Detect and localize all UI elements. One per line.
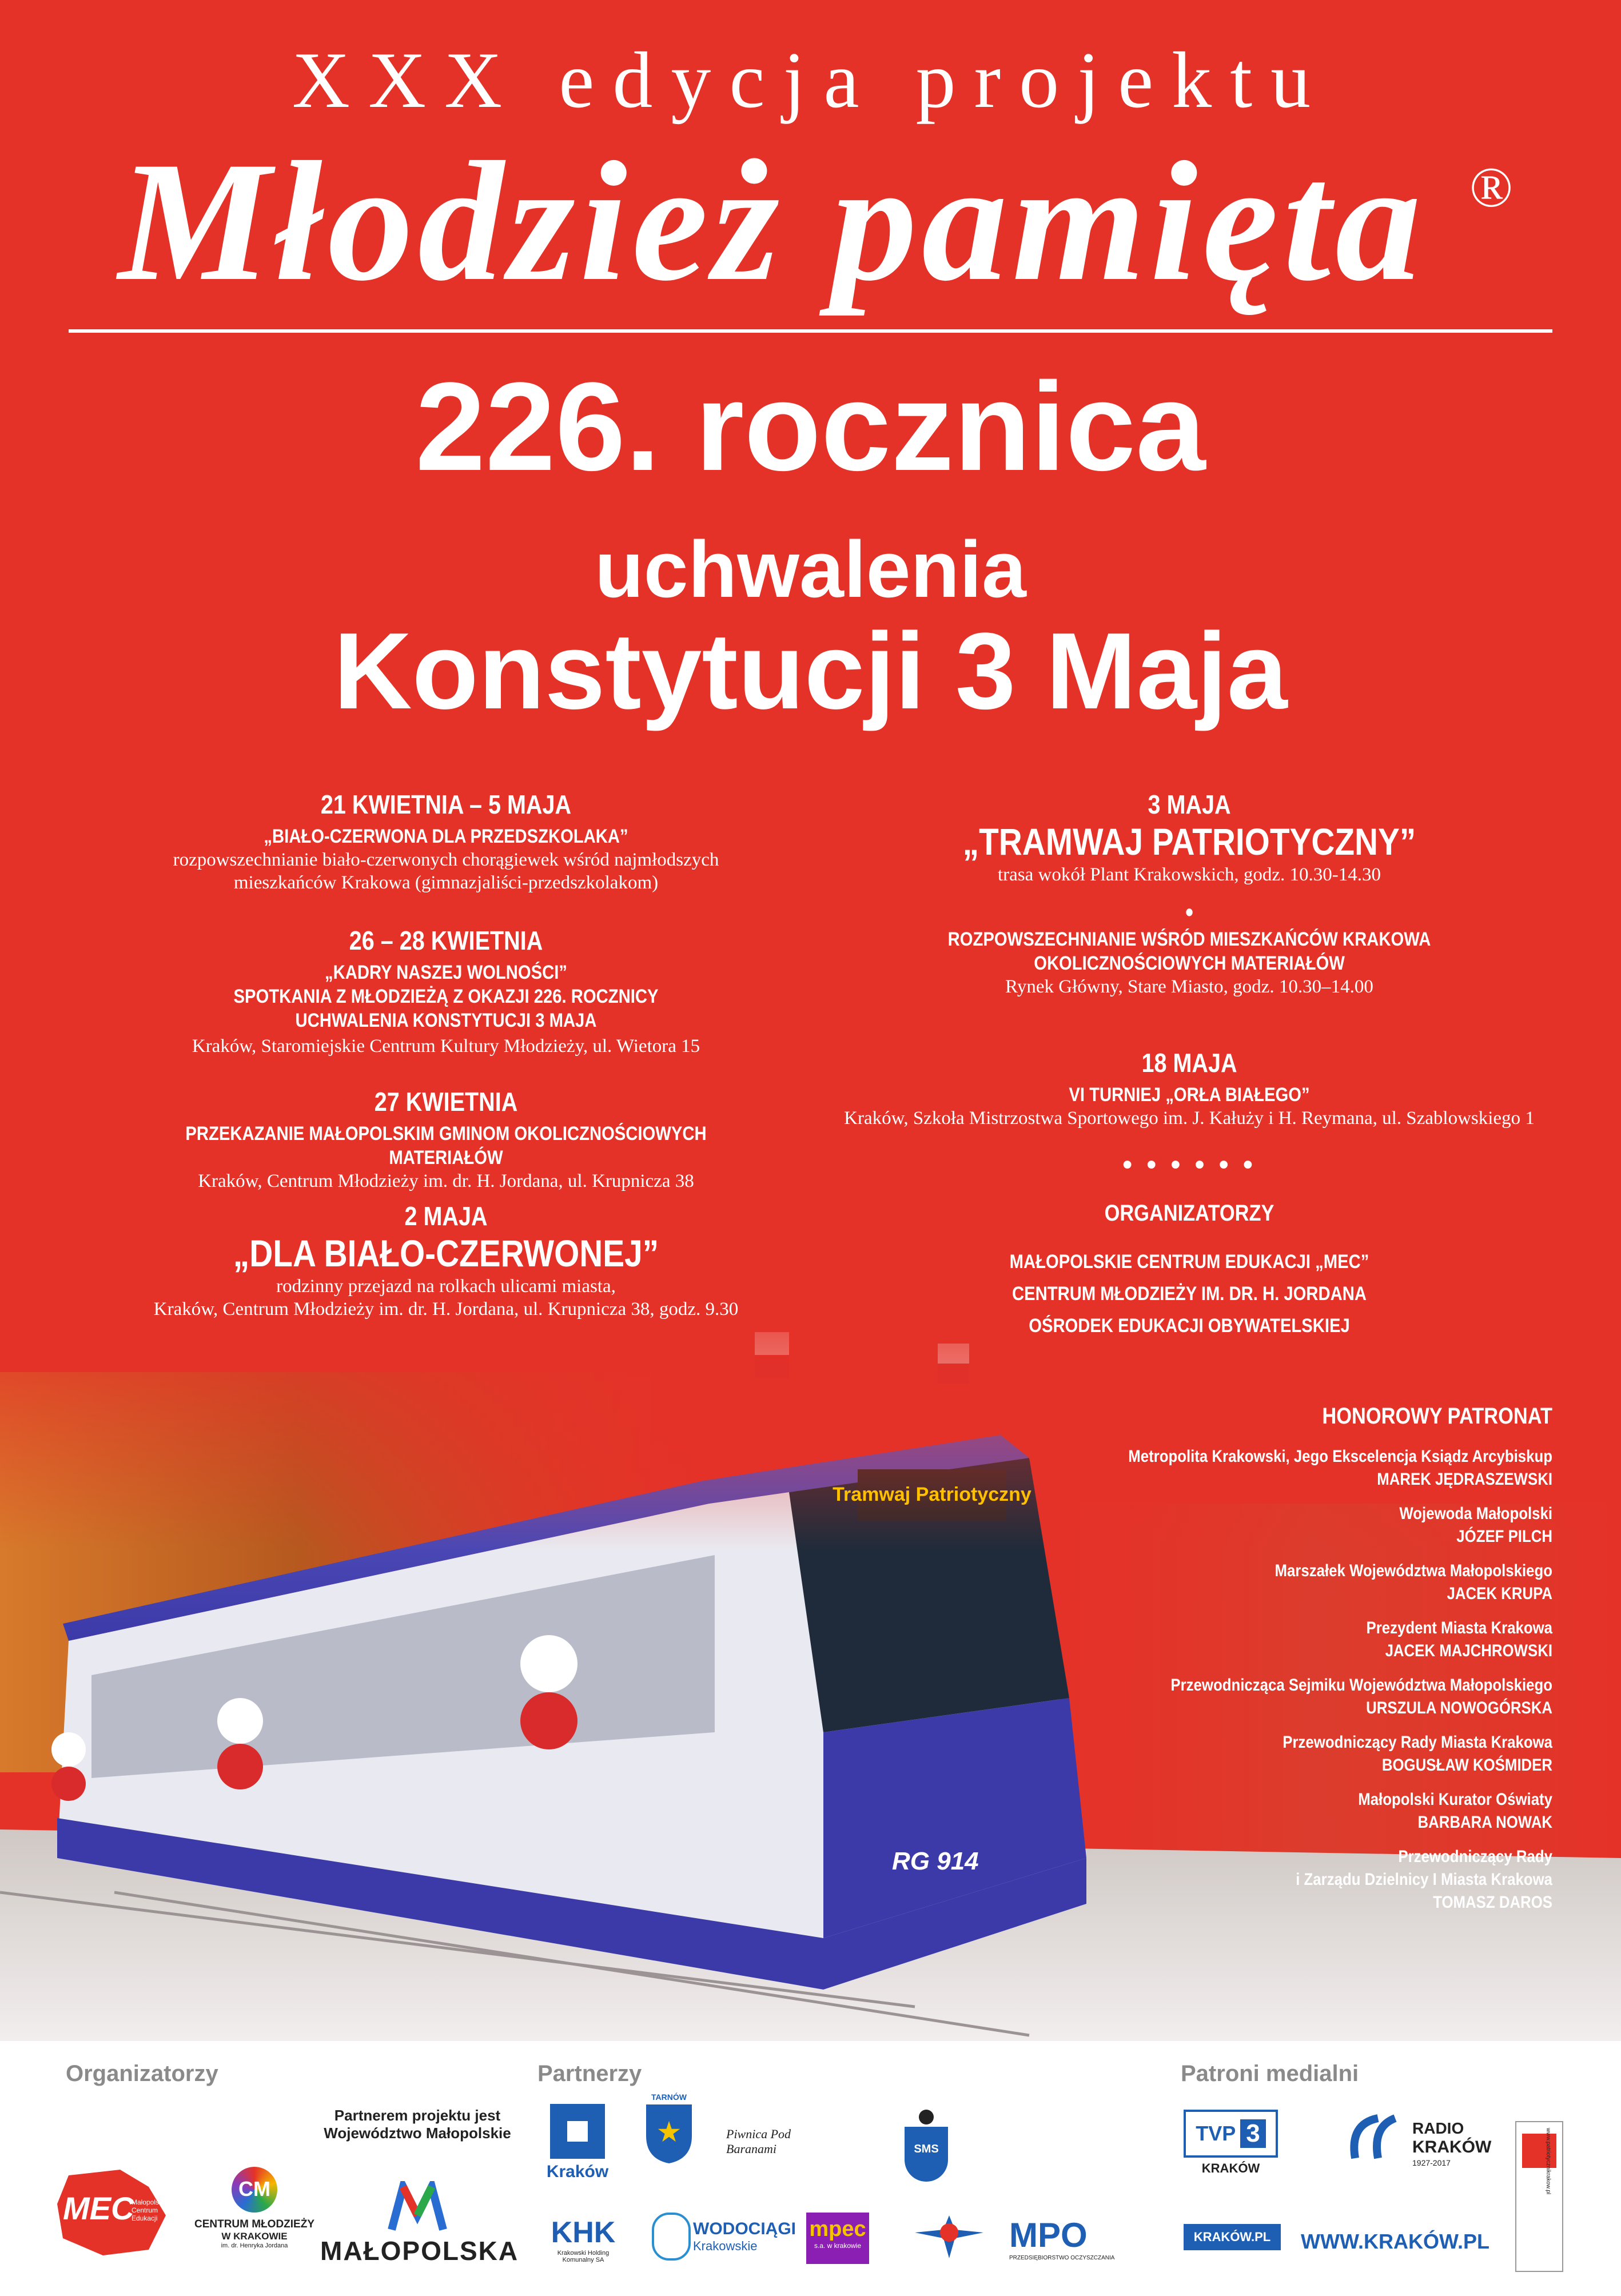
patron-name: BOGUSŁAW KOŚMIDER bbox=[1381, 1756, 1552, 1775]
cm-circle-icon bbox=[232, 2167, 277, 2213]
tvp-text: TVP bbox=[1196, 2122, 1236, 2145]
patriotyczni-logo bbox=[1515, 2121, 1563, 2272]
event-2-date: 26 – 28 KWIETNIA bbox=[349, 926, 543, 955]
event-2-title: SPOTKANIA Z MŁODZIEŻĄ Z OKAZJI 226. ROCZNICY bbox=[233, 986, 659, 1007]
event-1-date: 21 KWIETNIA – 5 MAJA bbox=[320, 790, 572, 819]
mpec-subtext: s.a. w krakowie bbox=[814, 2242, 862, 2250]
event-4-date: 2 MAJA bbox=[404, 1201, 488, 1231]
radio-text2: KRAKÓW bbox=[1412, 2138, 1492, 2157]
honorary-heading: HONOROWY PATRONAT bbox=[1322, 1404, 1552, 1429]
tvp-number: 3 bbox=[1240, 2119, 1265, 2148]
event-7-desc: Kraków, Szkoła Mistrzostwa Sportowego im. J. Kałuży i H. Reymana, ul. Szablowskiego 1 bbox=[844, 1108, 1535, 1129]
event-3-date: 27 KWIETNIA bbox=[374, 1087, 518, 1117]
headline-line3: Konstytucji 3 Maja bbox=[333, 611, 1288, 732]
event-3-desc: Kraków, Centrum Młodzieży im. dr. H. Jordana, ul. Krupnicza 38 bbox=[198, 1171, 694, 1191]
patron-name: JACEK MAJCHROWSKI bbox=[1385, 1641, 1552, 1660]
krakowpl-url: WWW.KRAKÓW.PL bbox=[1301, 2230, 1489, 2253]
headline-line2: uchwalenia bbox=[595, 524, 1026, 614]
khk-logo bbox=[543, 2215, 623, 2263]
mpec-logo bbox=[806, 2213, 869, 2264]
patron-entry bbox=[1038, 1731, 1552, 1777]
patron-entry bbox=[1038, 1788, 1552, 1834]
patron-name: JÓZEF PILCH bbox=[1456, 1527, 1552, 1546]
water-drop-icon bbox=[652, 2213, 691, 2261]
tvp-city: KRAKÓW bbox=[1201, 2161, 1260, 2175]
event-6-title: OKOLICZNOŚCIOWYCH MATERIAŁÓW bbox=[1034, 952, 1345, 974]
footer-partners-label: Partnerzy bbox=[537, 2061, 642, 2086]
cm-logo bbox=[192, 2167, 317, 2249]
organizer-item: CENTRUM MŁODZIEŻY IM. DR. H. JORDANA bbox=[1011, 1283, 1367, 1305]
patron-role: Przewodnicząca Sejmiku Województwa Małopolskiego bbox=[1170, 1676, 1552, 1695]
patron-entry bbox=[1038, 1845, 1552, 1914]
footer-media-label: Patroni medialni bbox=[1181, 2061, 1359, 2086]
flag-icon bbox=[1522, 2134, 1556, 2168]
krakow-logo bbox=[537, 2104, 618, 2182]
event-7-title: VI TURNIEJ „ORŁA BIAŁEGO” bbox=[1069, 1084, 1310, 1106]
mec-logo-subtext: Małopolskie Centrum Edukacji bbox=[132, 2198, 168, 2222]
patron-name: BARBARA NOWAK bbox=[1417, 1813, 1552, 1832]
malopolska-m-icon bbox=[386, 2181, 449, 2233]
patron-role: Wojewoda Małopolski bbox=[1399, 1504, 1552, 1523]
ball-icon bbox=[919, 2110, 934, 2124]
patron-role: Przewodniczący Rady bbox=[1398, 1847, 1552, 1866]
patron-entry bbox=[1038, 1674, 1552, 1720]
sms-text: SMS bbox=[914, 2143, 939, 2155]
tvp3-logo bbox=[1184, 2110, 1278, 2176]
dots-separator: • • • • • • bbox=[1122, 1150, 1256, 1180]
khk-text: KHK bbox=[551, 2216, 616, 2249]
svg-text:★: ★ bbox=[656, 2116, 682, 2148]
event-1-desc: rozpowszechnianie biało-czerwonych chorągiewek wśród najmłodszych bbox=[173, 850, 719, 870]
patron-role: Marszałek Województwa Małopolskiego bbox=[1275, 1561, 1552, 1580]
event-6-desc: Rynek Główny, Stare Miasto, godz. 10.30–14.00 bbox=[1005, 976, 1373, 997]
patron-role: i Zarządu Dzielnicy I Miasta Krakowa bbox=[1296, 1870, 1552, 1889]
patron-name: TOMASZ DAROS bbox=[1433, 1893, 1552, 1912]
mec-logo-text: MEC bbox=[63, 2190, 134, 2226]
tram-destination-text: Tramwaj Patriotyczny bbox=[833, 1484, 1031, 1505]
organizer-item: MAŁOPOLSKIE CENTRUM EDUKACJI „MEC” bbox=[1009, 1251, 1369, 1273]
event-4-title: „DLA BIAŁO-CZERWONEJ” bbox=[233, 1232, 659, 1274]
footer-organizers-label: Organizatorzy bbox=[66, 2061, 218, 2086]
patron-role: Przewodniczący Rady Miasta Krakowa bbox=[1283, 1733, 1552, 1752]
khk-subtext: Krakowski Holding Komunalny SA bbox=[557, 2250, 610, 2263]
browar-text: Piwnica Pod Baranami bbox=[726, 2127, 791, 2156]
patron-role: Prezydent Miasta Krakowa bbox=[1366, 1619, 1552, 1637]
krakowpl-badge-text: KRAKÓW.PL bbox=[1193, 2230, 1271, 2244]
event-5 bbox=[812, 789, 1567, 886]
krakow-logo-text: Kraków bbox=[546, 2162, 609, 2181]
patron-entry bbox=[1038, 1445, 1552, 1491]
radio-years: 1927-2017 bbox=[1412, 2158, 1451, 2167]
event-3-title: PRZEKAZANIE MAŁOPOLSKIM GMINOM OKOLICZNOŚCIOWYCH MATERIAŁÓW bbox=[185, 1123, 707, 1169]
eagle-wings-icon bbox=[915, 2204, 983, 2267]
event-1-desc: mieszkańców Krakowa (gimnazjaliści-przedszkolakom) bbox=[233, 872, 659, 893]
event-2-desc: Kraków, Staromiejskie Centrum Kultury Młodzieży, ul. Wietora 15 bbox=[192, 1036, 700, 1057]
sms-shield-icon bbox=[905, 2127, 948, 2182]
malopolska-logo bbox=[320, 2181, 519, 2266]
mpec-text: mpec bbox=[809, 2217, 866, 2241]
malopolska-text: MAŁOPOLSKA bbox=[320, 2236, 519, 2266]
event-6-bullet: • bbox=[1185, 897, 1193, 927]
patriotyczni-url: www.patriotycznikrakow.pl bbox=[1545, 2128, 1551, 2195]
edition-line: XXX edycja projektu bbox=[292, 36, 1329, 125]
event-1 bbox=[86, 789, 806, 894]
event-5-title: „TRAMWAJ PATRIOTYCZNY” bbox=[962, 820, 1416, 863]
header-divider bbox=[69, 329, 1552, 333]
partner-note-line1: Partnerem projektu jest bbox=[334, 2107, 501, 2124]
tram-number: RG 914 bbox=[892, 1847, 979, 1875]
wodociagi-text: WODOCIĄGI bbox=[693, 2219, 796, 2238]
event-6 bbox=[812, 896, 1567, 998]
cm-line3: im. dr. Henryka Jordana bbox=[221, 2242, 288, 2249]
sms-logo bbox=[901, 2110, 952, 2182]
tarnow-logo bbox=[635, 2092, 703, 2167]
radio-krakow-logo bbox=[1344, 2112, 1515, 2173]
partner-note-line2: Województwo Małopolskie bbox=[324, 2124, 511, 2142]
krakowpl-badge bbox=[1184, 2224, 1281, 2250]
registered-mark: ® bbox=[1469, 156, 1513, 219]
mpo-logo bbox=[1009, 2215, 1146, 2261]
patron-name: MAREK JĘDRASZEWSKI bbox=[1377, 1470, 1552, 1489]
event-7-date: 18 MAJA bbox=[1141, 1048, 1237, 1078]
patron-role: Małopolski Kurator Oświaty bbox=[1358, 1790, 1552, 1809]
browar-logo bbox=[726, 2127, 841, 2157]
event-5-desc: trasa wokół Plant Krakowskich, godz. 10.30-14.30 bbox=[998, 864, 1381, 885]
wodociagi-subtext: Krakowskie bbox=[693, 2239, 758, 2253]
patron-name: URSZULA NOWOGÓRSKA bbox=[1366, 1699, 1552, 1717]
event-3 bbox=[86, 1086, 806, 1193]
event-6-title: ROZPOWSZECHNIANIE WŚRÓD MIESZKAŃCÓW KRAKOWA bbox=[947, 928, 1431, 950]
event-4 bbox=[86, 1201, 806, 1321]
tvp-box-icon bbox=[1184, 2110, 1278, 2158]
tarnow-crest-icon bbox=[643, 2102, 695, 2165]
police-logo bbox=[915, 2204, 983, 2267]
event-5-date: 3 MAJA bbox=[1148, 790, 1231, 819]
organizer-item: OŚRODEK EDUKACJI OBYWATELSKIEJ bbox=[1029, 1315, 1350, 1337]
organizers-block bbox=[812, 1201, 1567, 1342]
project-title: Młodzież pamięta bbox=[118, 126, 1426, 316]
patron-role: Metropolita Krakowski, Jego Ekscelencja Ksiądz Arcybiskup bbox=[1128, 1447, 1552, 1466]
footer bbox=[0, 2041, 1621, 2296]
honorary-patronage bbox=[1038, 1404, 1552, 1914]
event-1-title: „BIAŁO-CZERWONA DLA PRZEDSZKOLAKA” bbox=[264, 826, 628, 847]
cm-line1: CENTRUM MŁODZIEŻY bbox=[194, 2218, 315, 2230]
patron-entry bbox=[1038, 1617, 1552, 1663]
event-2-title: UCHWALENIA KONSTYTUCJI 3 MAJA bbox=[295, 1010, 597, 1031]
patron-entry bbox=[1038, 1560, 1552, 1605]
event-4-desc: Kraków, Centrum Młodzieży im. dr. H. Jordana, ul. Krupnicza 38, godz. 9.30 bbox=[153, 1299, 739, 1320]
mpo-text: MPO bbox=[1009, 2216, 1088, 2254]
radio-text1: RADIO bbox=[1412, 2119, 1464, 2137]
patron-entry bbox=[1038, 1502, 1552, 1548]
anniversary-heading: 226. rocznica bbox=[415, 356, 1206, 497]
cm-initials: CM bbox=[238, 2177, 270, 2201]
patron-name: JACEK KRUPA bbox=[1447, 1584, 1552, 1603]
partner-note bbox=[320, 2107, 515, 2142]
event-4-desc: rodzinny przejazd na rolkach ulicami miasta, bbox=[276, 1276, 616, 1297]
cm-line2: W KRAKOWIE bbox=[221, 2231, 288, 2242]
mpo-subtext: PRZEDSIĘBIORSTWO OCZYSZCZANIA bbox=[1009, 2255, 1115, 2261]
radio-waves-icon bbox=[1344, 2112, 1418, 2170]
event-2 bbox=[86, 925, 806, 1058]
mec-logo bbox=[51, 2164, 183, 2261]
event-2-title: „KADRY NASZEJ WOLNOŚCI” bbox=[324, 962, 568, 983]
organizers-heading: ORGANIZATORZY bbox=[1104, 1201, 1275, 1226]
event-7 bbox=[812, 1047, 1567, 1130]
tarnow-text: TARNÓW bbox=[651, 2092, 687, 2102]
krakow-grid-icon bbox=[550, 2104, 605, 2159]
